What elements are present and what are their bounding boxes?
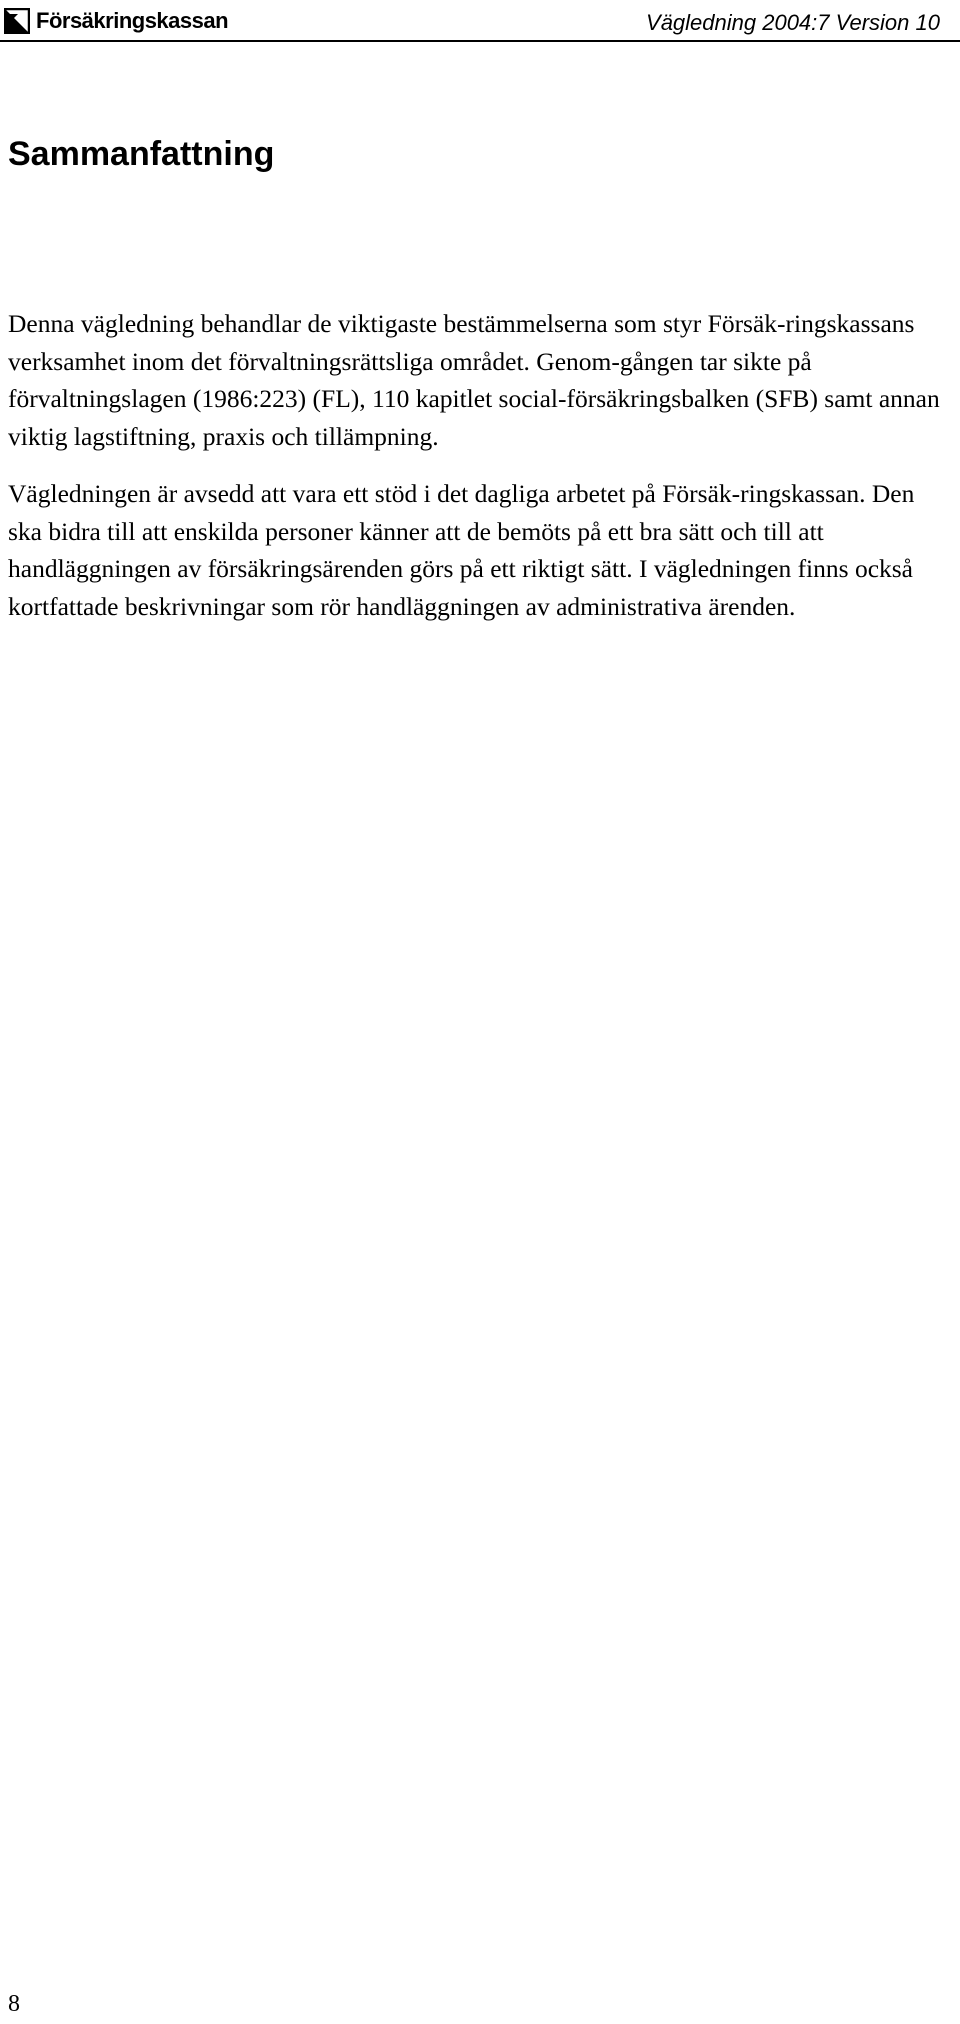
body-text	[8, 305, 953, 645]
logo	[4, 8, 228, 34]
logo-text: Försäkringskassan	[36, 8, 229, 33]
paragraph-purpose: Vägledningen är avsedd att vara ett stöd i det dagliga arbetet på Försäk-ringskassan. Den ska bidra till att enskilda personer känner att de bemöts på ett bra sätt och till att handläggningen av försäkringsärenden görs på ett riktigt sätt. I vägledningen finns också kortfattade beskrivningar som rör handläggningen av administrativa ärenden.	[8, 479, 915, 621]
page-number: 8	[8, 1991, 20, 2017]
paragraph-summary: Denna vägledning behandlar de viktigaste bestämmelserna som styr Försäk-ringskassans verksamhet inom det förvaltningsrättsliga området. Genom-gången tar sikte på förvaltningslagen (1986:223) (FL), 110 kapitlet social-försäkringsbalken (SFB) samt annan viktig lagstiftning, praxis och tillämpning.	[8, 309, 940, 451]
page-header	[0, 0, 960, 44]
header-divider	[0, 40, 960, 42]
document-reference: Vägledning 2004:7 Version 10	[646, 10, 940, 35]
page-title: Sammanfattning	[8, 135, 275, 173]
forsakringskassan-logo-icon	[4, 8, 30, 34]
